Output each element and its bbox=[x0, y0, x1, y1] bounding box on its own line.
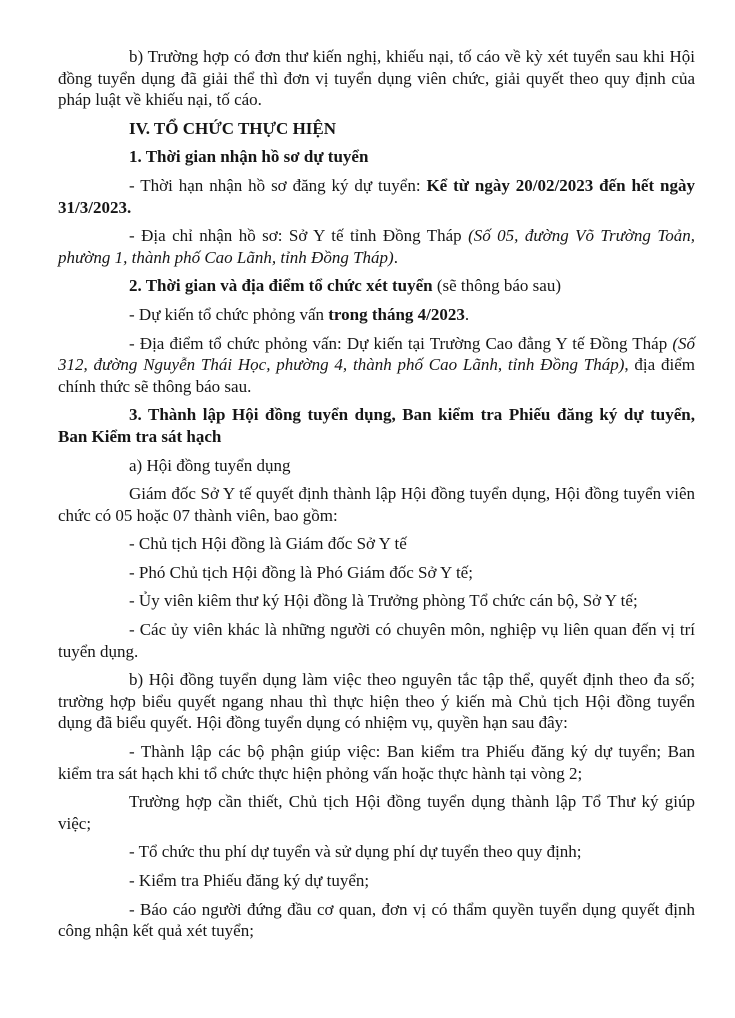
text-run: (Số 312, đường Nguyễn Thái Học, phường 4, thành phố Cao Lãnh, tỉnh Đồng Tháp) bbox=[58, 333, 695, 375]
text-run: - Phó Chủ tịch Hội đồng là Phó Giám đốc Sở Y tế; bbox=[129, 562, 473, 582]
para-interview-location bbox=[58, 333, 695, 398]
text-run: Giám đốc Sở Y tế quyết định thành lập Hội đồng tuyển dụng, Hội đồng tuyển viên chức có 05 hoặc 07 thành viên, bao gồm: bbox=[58, 484, 695, 525]
text-run: - Tổ chức thu phí dự tuyển và sử dụng phí dự tuyển theo quy định; bbox=[129, 842, 582, 862]
text-run: 1. Thời gian nhận hồ sơ dự tuyển bbox=[129, 147, 369, 167]
text-run: b) Trường hợp có đơn thư kiến nghị, khiếu nại, tố cáo về kỳ xét tuyển sau khi Hội đồng tuyển dụng đã giải thể thì đơn vị tuyển dụng viên chức, giải quyết theo quy định của pháp luật về khiếu nại, tố cáo. bbox=[58, 47, 695, 110]
text-run: b) Hội đồng tuyển dụng làm việc theo nguyên tắc tập thể, quyết định theo đa số; trường hợp biểu quyết ngang nhau thì thực hiện theo ý kiến mà Chủ tịch Hội đồng tuyển dụng đã biểu quyết. Hội đồng tuyển dụng có nhiệm vụ, quyền hạn sau đây: bbox=[58, 670, 695, 733]
heading-2-thoi-gian-dia-diem bbox=[58, 275, 695, 297]
heading-1-thoi-gian-nhan-ho-so bbox=[58, 146, 695, 168]
text-run: 2. Thời gian và địa điểm tổ chức xét tuyển bbox=[129, 276, 437, 296]
para-chu-tich bbox=[58, 533, 695, 555]
text-run: Kể từ ngày 20/02/2023 đến hết ngày 31/3/2023. bbox=[58, 175, 695, 217]
text-run: - Kiểm tra Phiếu đăng ký dự tuyển; bbox=[129, 871, 370, 890]
para-thanh-lap-bo-phan-giup-viec bbox=[58, 741, 695, 784]
para-address-receive bbox=[58, 225, 695, 268]
text-run: . bbox=[464, 304, 470, 324]
para-kiem-tra-phieu bbox=[58, 870, 695, 892]
text-run: (sẽ thông báo sau) bbox=[436, 276, 562, 296]
heading-section-iv bbox=[58, 118, 695, 140]
para-thu-phi bbox=[58, 841, 695, 863]
text-run: 3. Thành lập Hội đồng tuyển dụng, Ban kiểm tra Phiếu đăng ký dự tuyển, Ban Kiểm tra sát hạch bbox=[58, 405, 695, 446]
text-run: IV. TỔ CHỨC THỰC HIỆN bbox=[129, 118, 337, 138]
para-uy-vien-thu-ky bbox=[58, 590, 695, 612]
text-run: - Địa chỉ nhận hồ sơ: Sở Y tế tỉnh Đồng Tháp bbox=[129, 226, 469, 246]
para-cac-uy-vien-khac bbox=[58, 619, 695, 662]
text-run: - Thành lập các bộ phận giúp việc: Ban kiểm tra Phiếu đăng ký dự tuyển; Ban kiểm tra sát hạch khi tổ chức thực hiện phỏng vấn hoặc thực hành tại vòng 2; bbox=[58, 742, 695, 783]
para-bao-cao-ket-qua bbox=[58, 899, 695, 942]
text-run: trong tháng 4/2023 bbox=[328, 304, 465, 324]
para-pho-chu-tich bbox=[58, 562, 695, 584]
para-b-council-principles bbox=[58, 669, 695, 734]
text-run: - Thời hạn nhận hồ sơ đăng ký dự tuyển: bbox=[129, 175, 427, 195]
text-run: Trường hợp cần thiết, Chủ tịch Hội đồng tuyển dụng thành lập Tổ Thư ký giúp việc; bbox=[58, 792, 695, 833]
para-council-members-intro bbox=[58, 483, 695, 526]
text-run: - Địa điểm tổ chức phỏng vấn: Dự kiến tại Trường Cao đẳng Y tế Đồng Tháp bbox=[129, 333, 673, 353]
text-run: . bbox=[393, 247, 398, 267]
para-to-thu-ky bbox=[58, 791, 695, 834]
para-complaints-after-dissolution bbox=[58, 46, 695, 111]
para-interview-time bbox=[58, 304, 695, 326]
text-run: - Báo cáo người đứng đầu cơ quan, đơn vị có thẩm quyền tuyển dụng quyết định công nhận kết quả xét tuyển; bbox=[58, 899, 695, 941]
text-run: , địa điểm chính thức sẽ thông báo sau. bbox=[58, 355, 695, 396]
text-run: - Các ủy viên khác là những người có chuyên môn, nghiệp vụ liên quan đến vị trí tuyển dụng. bbox=[58, 620, 695, 661]
text-run: - Ủy viên kiêm thư ký Hội đồng là Trưởng phòng Tổ chức cán bộ, Sở Y tế; bbox=[129, 591, 638, 611]
para-deadline bbox=[58, 175, 695, 218]
text-run: (Số 05, đường Võ Trường Toản, phường 1, thành phố Cao Lãnh, tỉnh Đồng Tháp) bbox=[58, 226, 695, 267]
text-run: - Chủ tịch Hội đồng là Giám đốc Sở Y tế bbox=[129, 534, 407, 554]
heading-3-thanh-lap-hoi-dong bbox=[58, 404, 695, 447]
text-run: a) Hội đồng tuyển dụng bbox=[129, 455, 291, 475]
text-run: - Dự kiến tổ chức phỏng vấn bbox=[129, 304, 329, 324]
para-a-hoi-dong-tuyen-dung bbox=[58, 455, 695, 477]
